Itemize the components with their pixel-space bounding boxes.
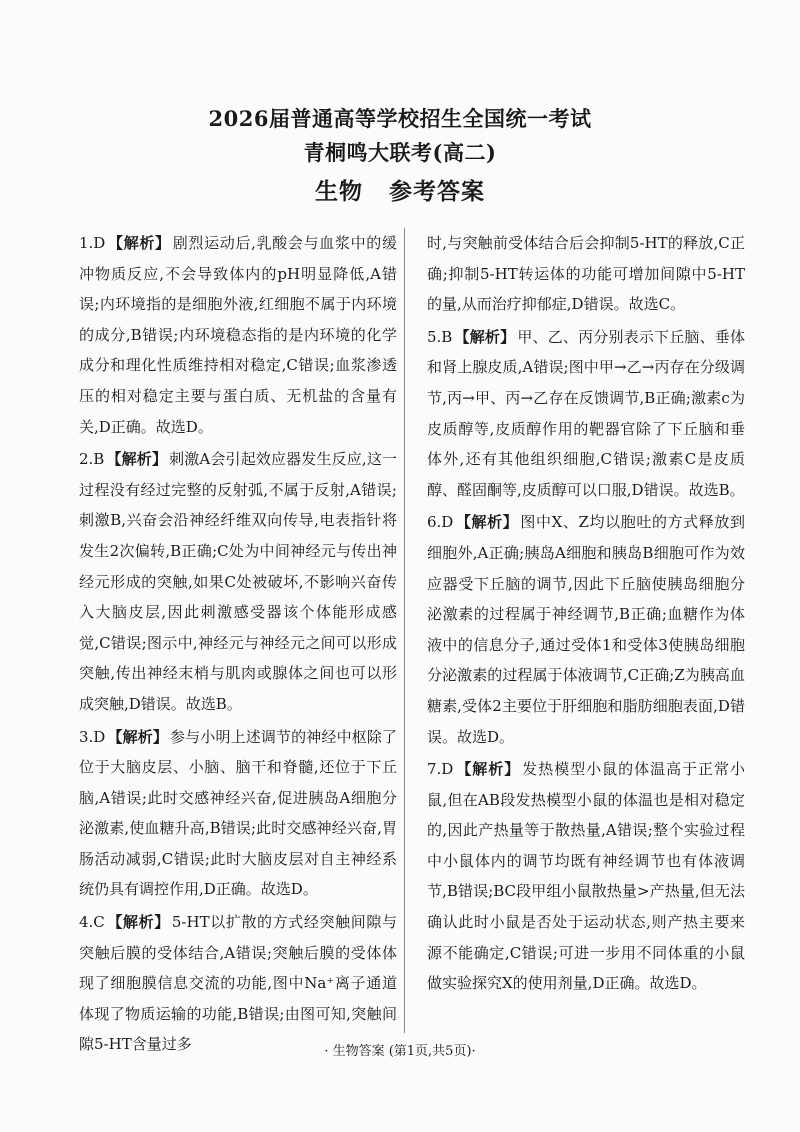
answer-text: 剧烈运动后,乳酸会与血浆中的缓冲物质反应,不会导致体内的pH明显降低,A错误;内环境指的是细胞外液,红细胞不属于内环境的成分,B错误;内环境稳态指的是内环境的化学成分和理化性质维持相对稳定,C错误;血浆渗透压的相对稳定主要与蛋白质、无机盐的含量有关,D正确。故选D。	[79, 234, 397, 436]
answer-item	[427, 754, 745, 999]
answer-item	[79, 722, 397, 906]
analysis-tag: 【解析】	[107, 727, 169, 746]
answer-item	[79, 228, 397, 442]
answer-number: 6.D	[427, 513, 454, 532]
analysis-tag: 【解析】	[106, 913, 170, 932]
exam-subtitle: 青桐鸣大联考(高二)	[303, 140, 497, 165]
answer-number: 2.B	[79, 450, 105, 469]
answer-item	[427, 322, 745, 506]
answer-number: 5.B	[427, 327, 453, 346]
page-footer: · 生物答案 (第1页,共5页)·	[324, 1044, 476, 1059]
left-column	[79, 228, 397, 1062]
answer-number: 4.C	[79, 913, 105, 932]
analysis-tag: 【解析】	[107, 234, 171, 252]
answer-text: 图中X、Z均以胞吐的方式释放到细胞外,A正确;胰岛A细胞和胰岛B细胞可作为效应器受下丘脑的调节,因此下丘脑使胰岛细胞分泌激素的过程属于神经调节,B正确;血糖作为体液中的信息分子,通过受体1和受体3使胰岛细胞分泌激素的过程属于体液调节,C正确;Z为胰高血糖素,受体2主要位于肝细胞和脂肪细胞表面,D错误。故选D。	[427, 513, 745, 746]
analysis-tag: 【解析】	[455, 513, 519, 532]
analysis-tag: 【解析】	[454, 327, 516, 346]
answer-text: 刺激A会引起效应器发生反应,这一过程没有经过完整的反射弧,不属于反射,A错误;刺激B,兴奋会沿神经纤维双向传导,电表指针将发生2次偏转,B正确;C处为中间神经元与传出神经元形成的突触,如果C处被破坏,不影响兴奋传入大脑皮层,因此刺激感受器该个体能形成感觉,C错误;图示中,神经元与神经元之间可以形成突触,传出神经末梢与肌肉或腺体之间也可以形成突触,D错误。故选B。	[79, 450, 397, 713]
continued-text: 时,与突触前受体结合后会抑制5-HT的释放,C正确;抑制5-HT转运体的功能可增加间隙中5-HT的量,从而治疗抑郁症,D错误。故选C。	[427, 234, 745, 314]
column-divider	[404, 228, 405, 1033]
document-heading	[0, 173, 800, 206]
answer-item	[79, 444, 397, 719]
answer-number: 1.D	[79, 234, 106, 252]
answer-item	[79, 907, 397, 1060]
doc-type-label: 参考答案	[389, 178, 485, 205]
answer-text: 发热模型小鼠的体温高于正常小鼠,但在AB段发热模型小鼠的体温也是相对稳定的,因此产热量等于散热量,A错误;整个实验过程中小鼠体内的调节均既有神经调节也有体液调节,B错误;BC段甲组小鼠散热量>产热量,但无法确认此时小鼠是否处于运动状态,则产热主要来源不能确定,C错误;可进一步用不同体重的小鼠做实验探究X的使用剂量,D正确。故选D。	[427, 760, 745, 993]
exam-title: 2026届普通高等学校招生全国统一考试	[208, 106, 592, 131]
subject-label: 生物	[315, 178, 363, 205]
answer-text: 甲、乙、丙分别表示下丘脑、垂体和肾上腺皮质,A错误;图中甲→乙→丙存在分级调节,丙→甲、丙→乙存在反馈调节,B正确;激素c为皮质醇等,皮质醇作用的靶器官除了下丘脑和垂体外,还有其他组织细胞,C错误;激素C是皮质醇、醛固酮等,皮质醇可以口服,D错误。故选B。	[427, 327, 745, 499]
analysis-tag: 【解析】	[106, 450, 168, 469]
answer-item	[427, 507, 745, 752]
analysis-tag: 【解析】	[455, 760, 521, 779]
answer-number: 7.D	[427, 760, 454, 779]
right-column	[427, 228, 745, 1001]
answer-number: 3.D	[79, 727, 106, 746]
answer-text: 5-HT以扩散的方式经突触间隙与突触后膜的受体结合,A错误;突触后膜的受体体现了细胞膜信息交流的功能,图中Na⁺离子通道体现了物质运输的功能,B错误;由图可知,突触间隙5-HT含量过多	[79, 913, 397, 1054]
answer-text: 参与小明上述调节的神经中枢除了位于大脑皮层、小脑、脑干和脊髓,还位于下丘脑,A错误;此时交感神经兴奋,促进胰岛A细胞分泌激素,使血糖升高,B错误;此时交感神经兴奋,胃肠活动减弱,C错误;此时大脑皮层对自主神经系统仍具有调控作用,D正确。故选D。	[79, 727, 397, 899]
